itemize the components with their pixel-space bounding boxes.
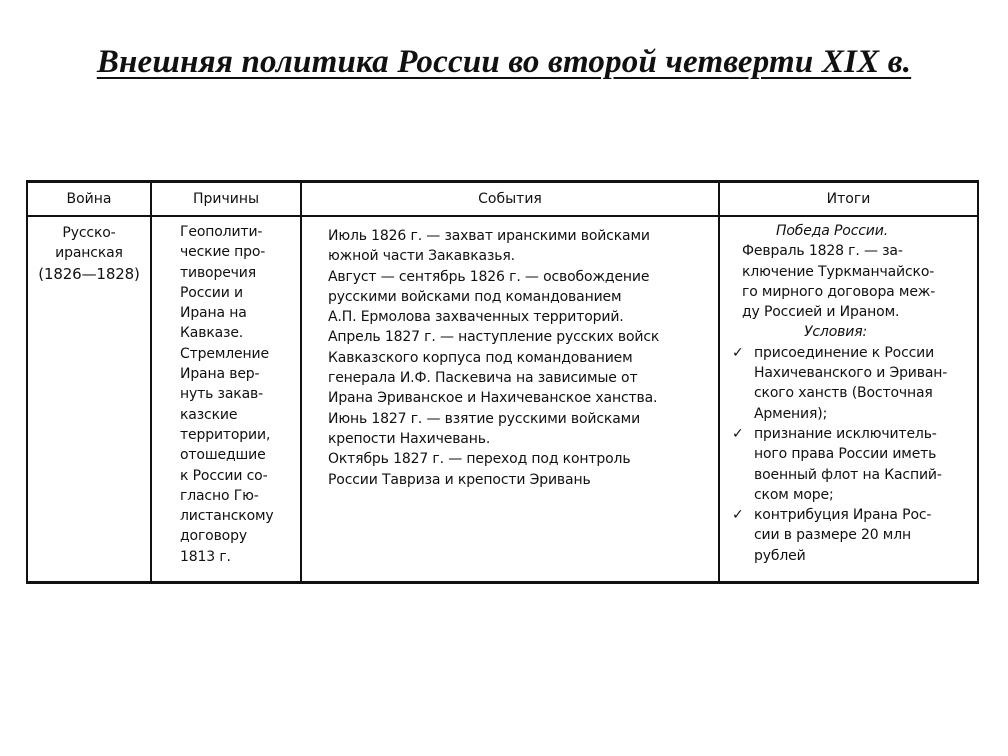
events-line: генерала И.Ф. Паскевича на зависимые от [328,370,638,387]
reasons-line: отошедшие [180,447,266,464]
reasons-line: Геополити- [180,224,263,240]
events-cell [301,216,719,581]
reasons-line: ческие про- [180,244,266,261]
condition-line: ного права России иметь [754,446,937,463]
events-line: России Тавриза и крепости Эривань [328,471,591,488]
condition-line: признание исключитель- [754,425,937,442]
war-name-line: Русско- [62,225,116,241]
reasons-line: 1813 г. [180,548,231,565]
reasons-line: тиворечия [180,264,257,281]
condition-line: Армения); [754,405,828,422]
condition-line: присоединение к России [754,344,935,361]
reasons-line: листанскому [180,508,274,525]
condition-line: ском море; [754,486,834,503]
events-line: русскими войсками под командованием [328,288,622,305]
treaty-line: Февраль 1828 г. — за- [742,243,903,260]
header-reasons: Причины [151,183,301,216]
table-header-row [28,183,977,216]
condition-line: ского ханств (Восточная [754,385,933,402]
reasons-line: России и [180,284,243,301]
war-name-line: иранская [55,245,123,262]
events-line: Август — сентябрь 1826 г. — освобождение [328,268,650,285]
conditions-label: Условия: [804,324,868,341]
reasons-line: Ирана вер- [180,366,260,383]
reasons-line: гласно Гю- [180,487,259,504]
events-line: южной части Закавказья. [328,248,515,265]
condition-line: сии в размере 20 млн [754,527,912,544]
condition-line: контрибуция Ирана Рос- [754,507,932,524]
events-line: А.П. Ермолова захваченных территорий. [328,309,624,326]
events-line: Кавказского корпуса под командованием [328,349,633,366]
condition-item [732,424,971,505]
history-table [26,180,979,584]
treaty-line: ключение Туркманчайско- [742,263,935,280]
treaty-line: ду Россией и Ираном. [742,304,900,321]
checkmark-icon: ✓ [732,425,744,442]
victory-label: Победа России. [776,223,888,239]
condition-line: Нахичеванского и Эриван- [754,365,948,382]
history-table-grid [28,183,977,581]
reasons-line: нуть закав- [180,386,264,403]
events-line: Апрель 1827 г. — наступление русских войск [328,329,660,346]
reasons-line: Кавказе. [180,325,244,342]
reasons-line: казские [180,406,238,423]
reasons-line: договору [180,528,247,545]
events-line: Октябрь 1827 г. — переход под контроль [328,451,631,468]
page-title: Внешняя политика России во второй четверти XIX в. [96,44,912,80]
reasons-line: территории, [180,426,271,443]
checkmark-icon: ✓ [732,507,744,524]
war-cell [28,216,151,581]
war-years: (1826—1828) [38,264,140,283]
treaty-line: го мирного договора меж- [742,283,936,300]
condition-line: рублей [754,547,806,564]
reasons-line: к России со- [180,467,268,484]
condition-item [732,343,971,424]
events-line: Июль 1826 г. — захват иранскими войсками [328,228,650,244]
events-line: Июнь 1827 г. — взятие русскими войсками [328,410,641,427]
reasons-line: Стремление [180,345,269,362]
reasons-line: Ирана на [180,305,247,322]
header-results: Итоги [719,183,977,216]
header-events: События [301,183,719,216]
events-line: крепости Нахичевань. [328,430,491,447]
header-war: Война [28,183,151,216]
results-cell [719,216,977,581]
condition-line: военный флот на Каспий- [754,466,942,483]
table-row [28,216,977,581]
reasons-cell [151,216,301,581]
condition-item [732,505,971,566]
checkmark-icon: ✓ [732,344,744,361]
events-line: Ирана Эриванское и Нахичеванское ханства. [328,390,658,407]
